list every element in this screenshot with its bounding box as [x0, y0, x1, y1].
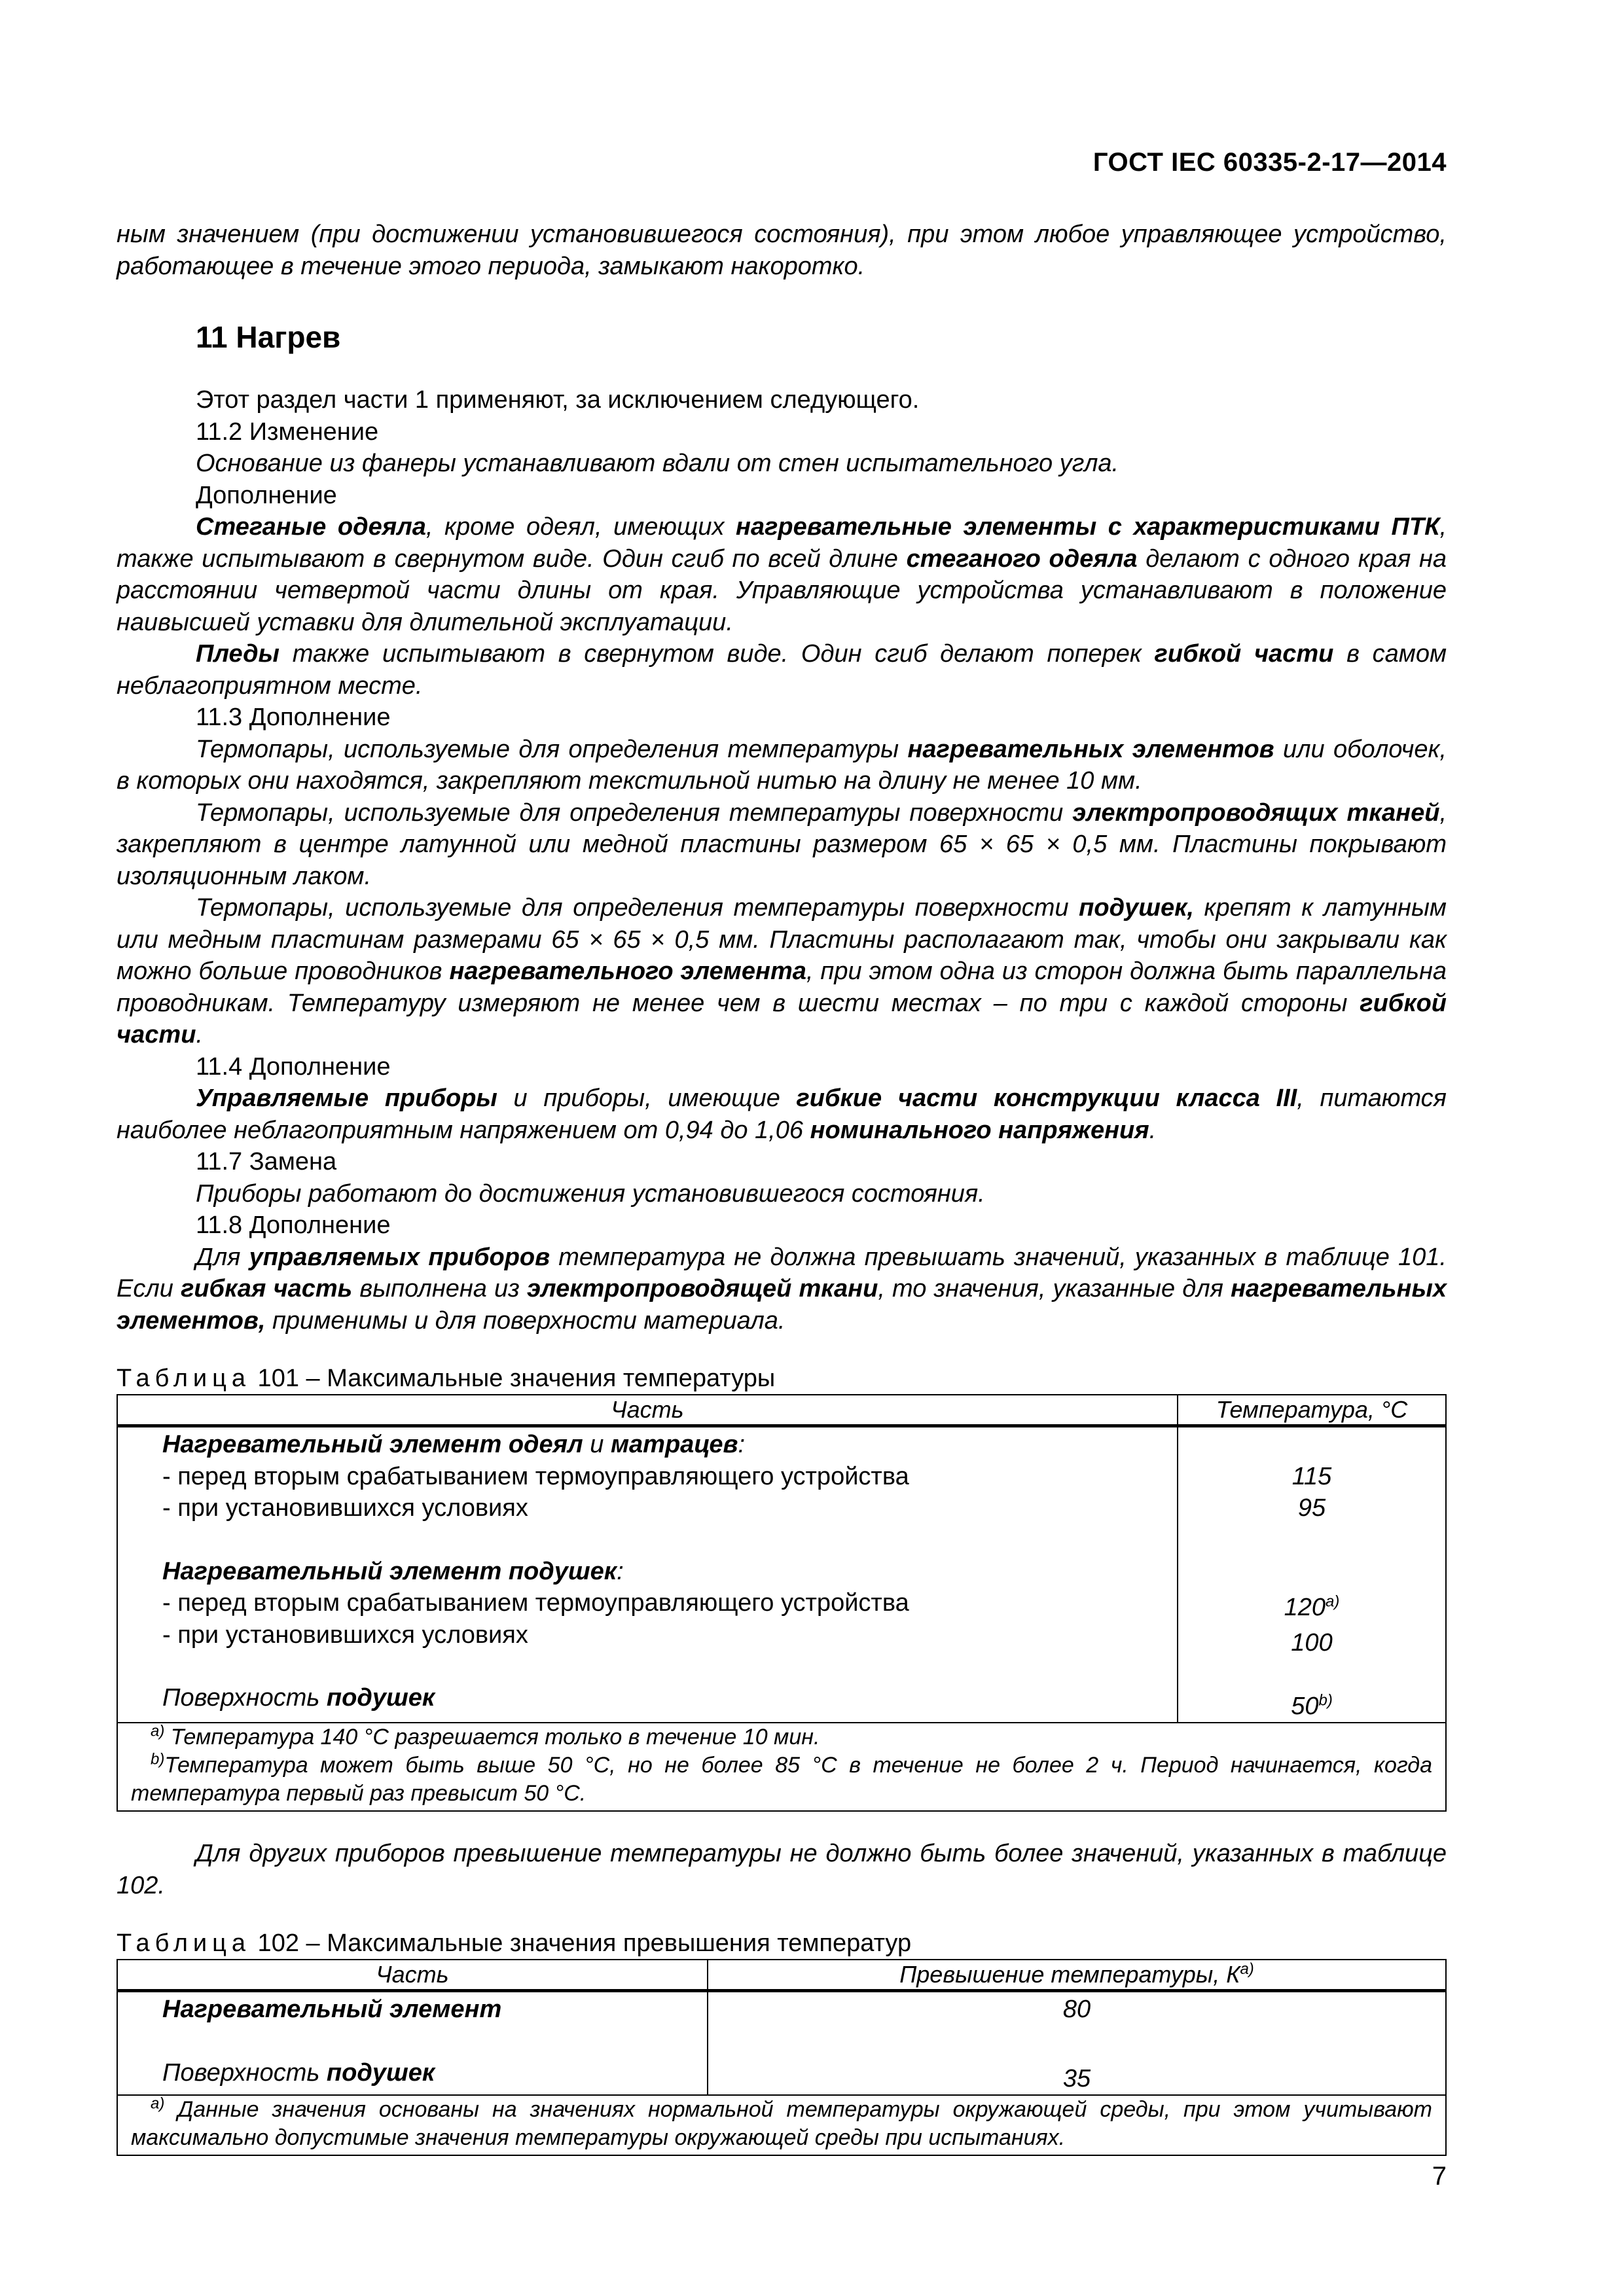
- table-102-caption: Таблица 102 – Максимальные значения превышения температур: [117, 1929, 912, 1957]
- table-101-value-cell: [1178, 1426, 1446, 1723]
- table-101-part-cell: [117, 1426, 1178, 1723]
- table-101-header-part: Часть: [117, 1395, 1178, 1426]
- document-page: [117, 0, 1447, 2296]
- value-35: 35: [1062, 2064, 1091, 2092]
- group-pillows-row-1: - перед вторым срабатыванием термоуправляющего устройства: [162, 1589, 909, 1617]
- table-102-row-pillow-surface: Поверхность подушек: [162, 2059, 435, 2087]
- table-102-value-cell: [708, 1991, 1446, 2096]
- term-quilt: стеганого одеяла: [906, 545, 1138, 573]
- value-80: 80: [1062, 1996, 1091, 2023]
- clause-11-8-label: 11.8 Дополнение: [196, 1211, 391, 1239]
- term-quilts: Стеганые одеяла: [196, 513, 426, 541]
- value-95: 95: [1297, 1494, 1326, 1522]
- table-102-header-rise: Превышение температуры, $К^{a)}$: [708, 1960, 1446, 1991]
- table-101-caption: Таблица 101 – Максимальные значения температуры: [117, 1365, 776, 1392]
- group-blankets-row-1: - перед вторым срабатыванием термоуправляющего устройства: [162, 1462, 909, 1490]
- table-102-part-cell: [117, 1991, 708, 2096]
- table-102: [117, 1959, 1447, 2156]
- table-101-header-temperature: Температура, °С: [1178, 1395, 1446, 1426]
- quilt-paragraph: Стеганые одеяла, кроме одеял, имеющих нагревательные элементы с характеристиками ПТК, также испытывают в свернутом виде. Один сгиб по всей длине стеганого одеяла делают с одного края на расстоянии четвертой части длины от края. Управляющие устройства устанавливают в положение наивысшей уставки для длительной эксплуатации.: [117, 513, 1447, 636]
- table-102-header-part: Часть: [117, 1960, 708, 1991]
- clause-11-2-text: Основание из фанеры устанавливают вдали от стен испытательного угла.: [196, 450, 1119, 477]
- table-101: [117, 1394, 1447, 1812]
- table-101-footnote-a: $^{a)}$ Температура 140 °С разрешается только в течение 10 мин.: [151, 1722, 820, 1749]
- page-number: 7: [1432, 2162, 1447, 2191]
- plaid-paragraph: Пледы также испытывают в свернутом виде. Один сгиб делают поперек гибкой части в самом неблагоприятном месте.: [117, 640, 1447, 700]
- group-pillows-row-2: - при установившихся условиях: [162, 1621, 528, 1649]
- addition-label: Дополнение: [196, 481, 337, 509]
- content-flow: [117, 219, 1447, 2156]
- term-ptc-elements: нагревательные элементы с характеристиками ПТК: [736, 513, 1440, 541]
- thermocouple-paragraph-2: Термопары, используемые для определения температуры поверхности электропроводящих тканей, закрепляют в центре латунной или медной пластины размером 65 × 65 × 0,5 мм. Пластины покрывают изоляционным лаком.: [117, 798, 1447, 890]
- group-blankets-row-2: - при установившихся условиях: [162, 1494, 528, 1522]
- pillow-surface-row: Поверхность подушек: [162, 1684, 435, 1712]
- intro-line-2: устройство, работающее в течение этого периода, замыкают накоротко.: [117, 221, 1447, 280]
- table-101-footnote-b: $^{b)}$Температура может быть выше 50 °С, но не более 85 °С в течение не более 2 ч. Период начинается, когда температура первый раз превысит 50 °С.: [131, 1750, 1432, 1806]
- between-tables-paragraph: Для других приборов превышение температуры не должно быть более значений, указанных в таблице 102.: [117, 1840, 1447, 1899]
- value-120: 120$^{a)}$: [1284, 1592, 1340, 1621]
- clause-11-8-paragraph: Для управляемых приборов температура не должна превышать значений, указанных в таблице 101. Если гибкая часть выполнена из электропроводящей ткани, то значения, указанные для нагревательных элементов, применимы и для поверхности материала.: [117, 1243, 1447, 1335]
- table-102-footnotes: [117, 2095, 1446, 2155]
- intro-line-1: ным значением (при достижении установившегося состояния), при этом любое управляющее: [117, 221, 1282, 248]
- value-100: 100: [1291, 1628, 1333, 1657]
- thermocouple-paragraph-1: Термопары, используемые для определения температуры нагревательных элементов или оболочек, в которых они находятся, закрепляют текстильной нитью на длину не менее 10 мм.: [117, 735, 1447, 795]
- clause-11-7-label: 11.7 Замена: [196, 1148, 337, 1175]
- table-101-footnotes: [117, 1723, 1446, 1811]
- section-heading: 11 Нагрев: [196, 320, 341, 354]
- value-115: 115: [1291, 1462, 1332, 1490]
- clause-11-7-text: Приборы работают до достижения установившегося состояния.: [196, 1179, 985, 1208]
- section-intro: Этот раздел части 1 применяют, за исключением следующего.: [196, 386, 920, 414]
- clause-11-4-label: 11.4 Дополнение: [196, 1052, 391, 1081]
- group-blankets-title: Нагревательный элемент одеял и матрацев:: [162, 1431, 746, 1458]
- term-flexible-part: гибкой части: [1154, 640, 1334, 668]
- table-102-row-heating-element: Нагревательный элемент: [162, 1996, 502, 2023]
- term-plaids: Пледы: [196, 640, 280, 668]
- value-50: 50$^{b)}$: [1291, 1691, 1333, 1720]
- document-code: ГОСТ IEC 60335-2-17—2014: [1092, 148, 1447, 177]
- thermocouple-paragraph-3: Термопары, используемые для определения температуры поверхности подушек, крепят к латунным или медным пластинам размерами 65 × 65 × 0,5 мм. Пластины располагают так, чтобы они закрывали как можно больше проводников нагревательного элемента, при этом одна из сторон должна быть параллельна проводникам. Температуру измеряют не менее чем в шести местах – по три с каждой стороны гибкой части.: [117, 894, 1447, 1049]
- clause-11-2-label: 11.2 Изменение: [196, 418, 379, 446]
- clause-11-3-label: 11.3 Дополнение: [196, 704, 391, 731]
- intro-paragraph: [117, 219, 1447, 282]
- group-pillows-title: Нагревательный элемент подушек:: [162, 1557, 624, 1585]
- table-102-footnote-a: $^{a)}$ Данные значения основаны на значениях нормальной температуры окружающей среды, при этом учитывают максимально допустимые значения температуры окружающей среды при испытаниях.: [131, 2094, 1432, 2150]
- controlled-appliances-paragraph: Управляемые приборы и приборы, имеющие гибкие части конструкции класса III, питаются наиболее неблагоприятным напряжением от 0,94 до 1,06 номинального напряжения.: [117, 1085, 1447, 1144]
